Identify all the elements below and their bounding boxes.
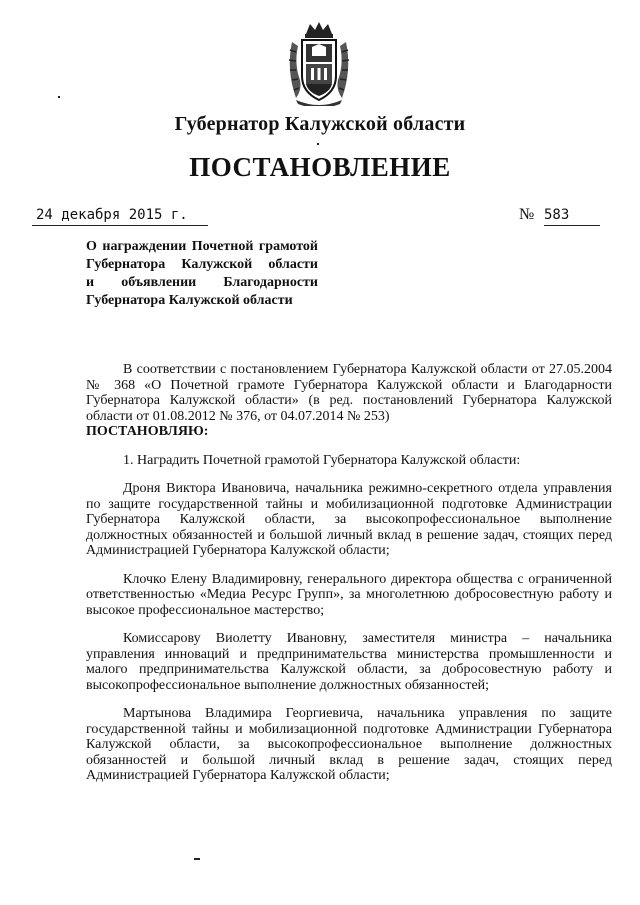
subject-line: Губернатора Калужской области xyxy=(86,293,293,308)
scan-mark xyxy=(194,858,200,860)
document-type-title: ПОСТАНОВЛЕНИЕ xyxy=(189,152,451,182)
document-number: 583 xyxy=(544,206,600,226)
awardee-paragraph: Дроня Виктора Ивановича, начальника режимно-секретного отдела управления по защите государственной тайны и мобилизационной подготовке Администрации Губернатора Калужской области, за высокопрофессиональное выполнение должностных обязанностей и большой личный вклад в решение задач, стоящих перед Администрацией Губернатора Калужской области; xyxy=(86,481,612,558)
scan-mark xyxy=(317,143,319,145)
preamble-text: В соответствии с постановлением Губернатора Калужской области от 27.05.2004 № 368 «О Почетной грамоте Губернатора Калужской области и Благодарности Губернатора Калужской области» (в ред. постановлений Губернатора Калужской области от 01.08.2012 № 376, от 04.07.2014 № 253) xyxy=(86,362,612,424)
number-sign: № xyxy=(519,206,535,223)
awardee-paragraph: Комиссарову Виолетту Ивановну, заместителя министра – начальника управления инноваций и предпринимательства министерства промышленности и малого предпринимательства Калужской области, за добросовестную работу и высокопрофессиональное выполнение должностных обязанностей; xyxy=(86,631,612,693)
subject-line: О награждении Почетной грамотой xyxy=(86,239,318,254)
issuer-title: Губернатор Калужской области xyxy=(174,113,466,135)
coat-of-arms-icon xyxy=(282,20,356,106)
awardee-paragraph: Мартынова Владимира Георгиевича, начальника управления по защите государственной тайны и мобилизационной подготовке Администрации Губернатора Калужской области, за высокопрофессиональное выполнение должностных обязанностей и большой личный вклад в решение задач, стоящих перед Администрацией Губернатора Калужской области; xyxy=(86,706,612,783)
document-date: 24 декабря 2015 г. xyxy=(32,206,208,226)
document-number-block xyxy=(500,206,600,225)
list-item: 1. Наградить Почетной грамотой Губернатора Калужской области: xyxy=(123,452,521,468)
preamble-paragraph xyxy=(86,362,612,440)
document-subject xyxy=(86,238,318,310)
resolution-keyword: ПОСТАНОВЛЯЮ: xyxy=(86,424,209,439)
scan-mark xyxy=(58,96,60,98)
subject-line: Губернатора Калужской области xyxy=(86,257,318,272)
subject-line: и объявлении Благодарности xyxy=(86,275,318,290)
document-body xyxy=(86,362,612,784)
awardee-paragraph: Клочко Елену Владимировну, генерального директора общества с ограниченной ответственностью «Медиа Ресурс Групп», за многолетнюю добросовестную работу и высокое профессиональное мастерство; xyxy=(86,571,612,618)
